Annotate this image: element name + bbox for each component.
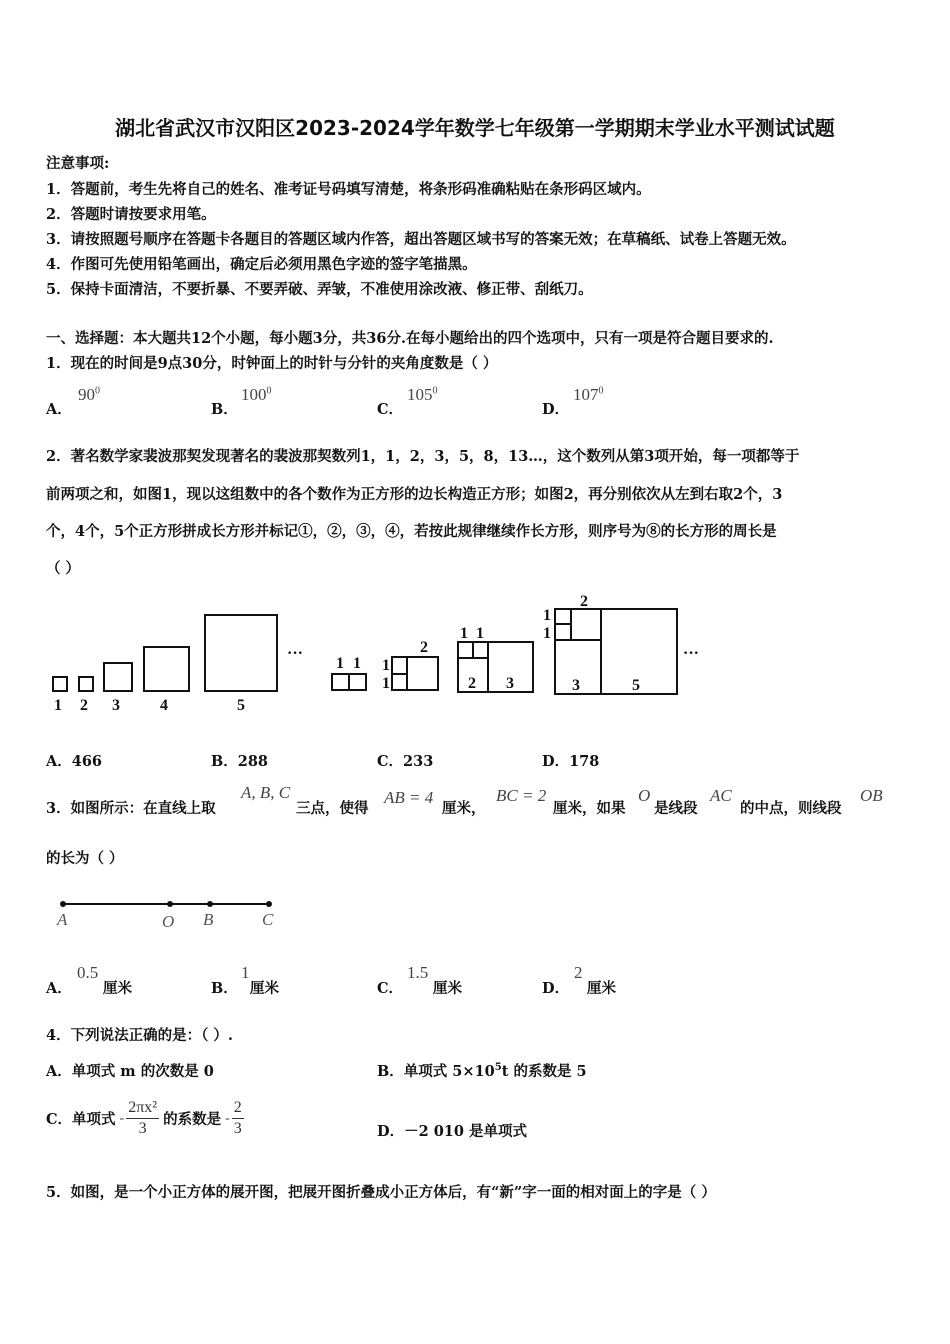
point-o-dot [167,901,173,907]
fig1-label-5: 5 [237,697,245,714]
fig2-r2-label-b: 1 [382,675,390,692]
q2-line1: 2．著名数学家裴波那契发现著名的裴波那契数列1，1，2，3，5，8，13…，这个数列从第3项开始，每一项都等于 [46,448,800,465]
fig2-r4-label-e: 5 [632,677,640,694]
q3-text-4: 厘米，如果 [553,800,626,817]
q4-option-c: C．单项式 - $\frac{\text{2πx²}}{3}$ 的系数是 - $\frac{2}{3}$ [46,1099,242,1137]
q2-line3: 个，4个，5个正方形拼成长方形并标记①，②，③，④，若按此规律继续作长方形，则序号为⑧的长方形的周长是 [46,523,777,540]
q3-text-6: 的中点，则线段 [740,800,842,817]
q3-text-1: 3．如图所示：在直线上取 [46,800,216,817]
fig1-label-1: 1 [54,697,62,714]
fig2-r1-label-a: 1 [336,655,344,672]
q1-option-c-label: C． [377,401,404,418]
fig2-r4-label-d: 3 [572,677,580,694]
q5-stem: 5．如图，是一个小正方体的展开图，把展开图折叠成小正方体后，有“新”字一面的相对面上的字是（ ） [46,1184,716,1201]
q3-option-b-unit: 厘米 [250,980,279,997]
fig1-square-4 [144,647,189,691]
q3-option-a-unit: 厘米 [103,980,132,997]
fig2-r2-label-a: 1 [382,657,390,674]
fig1-square-3 [104,663,132,691]
q3-ab: AB = 4 [384,788,434,807]
fig2-r1-label-b: 1 [353,655,361,672]
q3-option-d-value: 2 [574,963,583,982]
fig2-r4-label-b: 1 [543,625,551,642]
point-c-dot [266,901,272,907]
note-item-1: 1．答题前，考生先将自己的姓名、准考证号码填写清楚，将条形码准确粘贴在条形码区域内。 [46,181,651,198]
q1-option-b-value: $100^0$ [241,385,272,404]
q1-option-c-value: $105^0$ [407,385,438,404]
fig1-label-3: 3 [112,697,120,714]
note-item-2: 2．答题时请按要求用笔。 [46,206,216,223]
q4-option-b: B．单项式 $5\times 10^5t$ 的系数是 5 [377,1062,587,1080]
q2-option-a: A．466 [46,753,103,770]
page-title: 湖北省武汉市汉阳区2023-2024学年数学七年级第一学期期末学业水平测试试题 [115,116,835,140]
q3-option-a-value: 0.5 [77,963,99,982]
fig1-square-5 [205,615,277,691]
notes-heading: 注意事项: [46,155,110,172]
q3-text-5: 是线段 [654,800,698,817]
point-a-dot [60,901,66,907]
point-o-label: O [162,912,175,931]
fraction-2pix2-over-3: $\frac{\text{2πx²}}{3}$ [128,1099,158,1137]
q3-text-3: 厘米， [442,800,486,817]
q3-option-d-label: D． [542,980,570,997]
fig2-r3-label-b: 1 [476,625,484,642]
q3-points-abc: A, B, C [241,783,291,802]
fig2-r3-label-d: 3 [506,675,514,692]
q1-option-a-label: A． [46,401,72,418]
q3-line-figure [50,892,290,934]
q3-o: O [638,786,651,805]
q1-option-d-value: $107^0$ [573,385,604,404]
q1-option-b-label: B． [211,401,238,418]
q3-ob: OB [860,786,883,805]
q1-option-a-value: $90^0$ [78,385,100,404]
q3-option-c-value: 1.5 [407,963,429,982]
fig1-square-1 [53,677,67,691]
point-b-label: B [203,910,214,929]
q2-line2: 前两项之和，如图1，现以这组数中的各个数作为正方形的边长构造正方形；如图2，再分别依次从左到右取2个，3 [46,486,783,503]
fraction-2-over-3: $\frac{2}{3}$ [233,1099,242,1137]
q4-option-a: A．单项式 m 的次数是 0 [46,1063,214,1080]
note-item-5: 5．保持卡面清洁，不要折暴、不要弄破、弄皱，不准使用涂改液、修正带、刮纸刀。 [46,281,593,298]
q2-option-d: D．178 [542,753,600,770]
q3-option-c-unit: 厘米 [433,980,462,997]
fig2-r3-label-c: 2 [468,675,476,692]
fig2-r3-label-a: 1 [460,625,468,642]
q3-line2: 的长为（ ） [46,850,124,867]
q3-ac: AC [710,786,732,805]
point-b-dot [207,901,213,907]
q2-option-b: B．288 [211,753,269,770]
q3-text-2: 三点，使得 [296,800,369,817]
q4-stem: 4．下列说法正确的是：（ ）. [46,1027,233,1044]
q4-option-d: D．－2 010 是单项式 [377,1123,528,1140]
q1-option-d-label: D． [542,401,570,418]
fig2-r2-label-c: 2 [420,639,428,656]
fig2-ellipsis: ··· [683,645,700,662]
fig2-r4-label-a: 1 [543,607,551,624]
q3-option-c-label: C． [377,980,404,997]
q2-option-c: C．233 [377,753,434,770]
fig1-label-2: 2 [80,697,88,714]
point-c-label: C [262,910,274,929]
point-a-label: A [57,910,68,929]
q2-line4: （ ） [46,560,81,577]
q3-option-b-label: B． [211,980,238,997]
fibonacci-figure [40,590,720,720]
q1-stem: 1．现在的时间是9点30分，时钟面上的时针与分针的夹角度数是（ ） [46,355,498,372]
note-item-4: 4．作图可先使用铅笔画出，确定后必须用黑色字迹的签字笔描黑。 [46,256,477,273]
q3-option-d-unit: 厘米 [587,980,616,997]
q3-option-a-label: A． [46,980,72,997]
fig2-r4-label-c: 2 [580,593,588,610]
q3-bc: BC = 2 [496,786,547,805]
q3-option-b-value: 1 [241,963,250,982]
note-item-3: 3．请按照题号顺序在答题卡各题目的答题区域内作答，超出答题区域书写的答案无效；在草稿纸、试卷上答题无效。 [46,231,796,248]
fig1-label-4: 4 [160,697,168,714]
section-heading: 一、选择题：本大题共12个小题，每小题3分，共36分.在每小题给出的四个选项中，只有一项是符合题目要求的. [46,330,774,347]
fig1-ellipsis: ··· [287,645,304,662]
fig1-square-2 [79,677,93,691]
